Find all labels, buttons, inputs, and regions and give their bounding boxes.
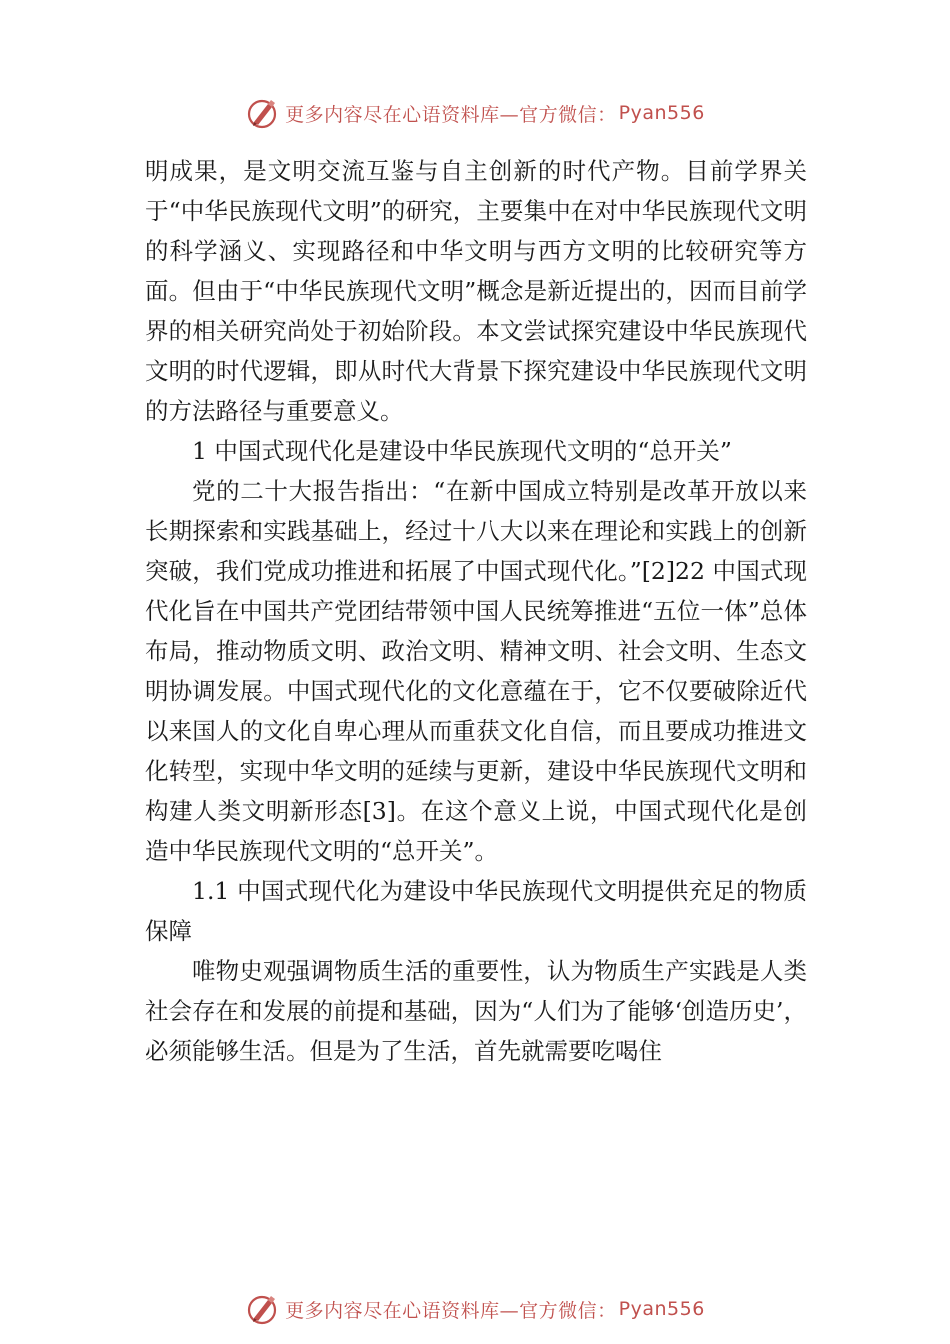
header-banner-text: 更多内容尽在心语资料库—官方微信：	[285, 103, 617, 126]
body-paragraph-2: 党的二十大报告指出：“在新中国成立特别是改革开放以来长期探索和实践基础上，经过十八大以来在理论和实践上的创新突破，我们党成功推进和拓展了中国式现代化。”[2]22 中国式现代化旨在中国共产党团结带领中国人民统筹推进“五位一体”总体布局，推动物质文明、政治文明、精神文明、社会文明、生态文明协调发展。中国式现代化的文化意蕴在于，它不仅要破除近代以来国人的文化自卑心理从而重获文化自信，而且要成功推进文化转型，实现中华文明的延续与更新，建设中华民族现代文明和构建人类文明新形态[3]。在这个意义上说，中国式现代化是创造中华民族现代文明的“总开关”。	[145, 477, 807, 865]
document-body	[145, 151, 807, 1071]
writing-pen-icon	[245, 1292, 279, 1326]
section-heading-1-1: 1.1 中国式现代化为建设中华民族现代文明提供充足的物质保障	[145, 877, 807, 945]
footer-banner	[0, 1289, 950, 1329]
header-banner-id: Pyan556	[618, 102, 705, 124]
writing-pen-icon	[245, 96, 279, 130]
body-paragraph-3: 唯物史观强调物质生活的重要性，认为物质生产实践是人类社会存在和发展的前提和基础，因为“人们为了能够‘创造历史’，必须能够生活。但是为了生活，首先就需要吃喝住	[145, 957, 807, 1065]
section-heading-1: 1 中国式现代化是建设中华民族现代文明的“总开关”	[192, 437, 732, 465]
footer-banner-text: 更多内容尽在心语资料库—官方微信：	[285, 1299, 617, 1322]
header-banner	[0, 93, 950, 133]
body-paragraph-1: 明成果，是文明交流互鉴与自主创新的时代产物。目前学界关于“中华民族现代文明”的研究，主要集中在对中华民族现代文明的科学涵义、实现路径和中华文明与西方文明的比较研究等方面。但由于“中华民族现代文明”概念是新近提出的，因而目前学界的相关研究尚处于初始阶段。本文尝试探究建设中华民族现代文明的时代逻辑，即从时代大背景下探究建设中华民族现代文明的方法路径与重要意义。	[145, 157, 807, 425]
footer-banner-id: Pyan556	[618, 1298, 705, 1320]
